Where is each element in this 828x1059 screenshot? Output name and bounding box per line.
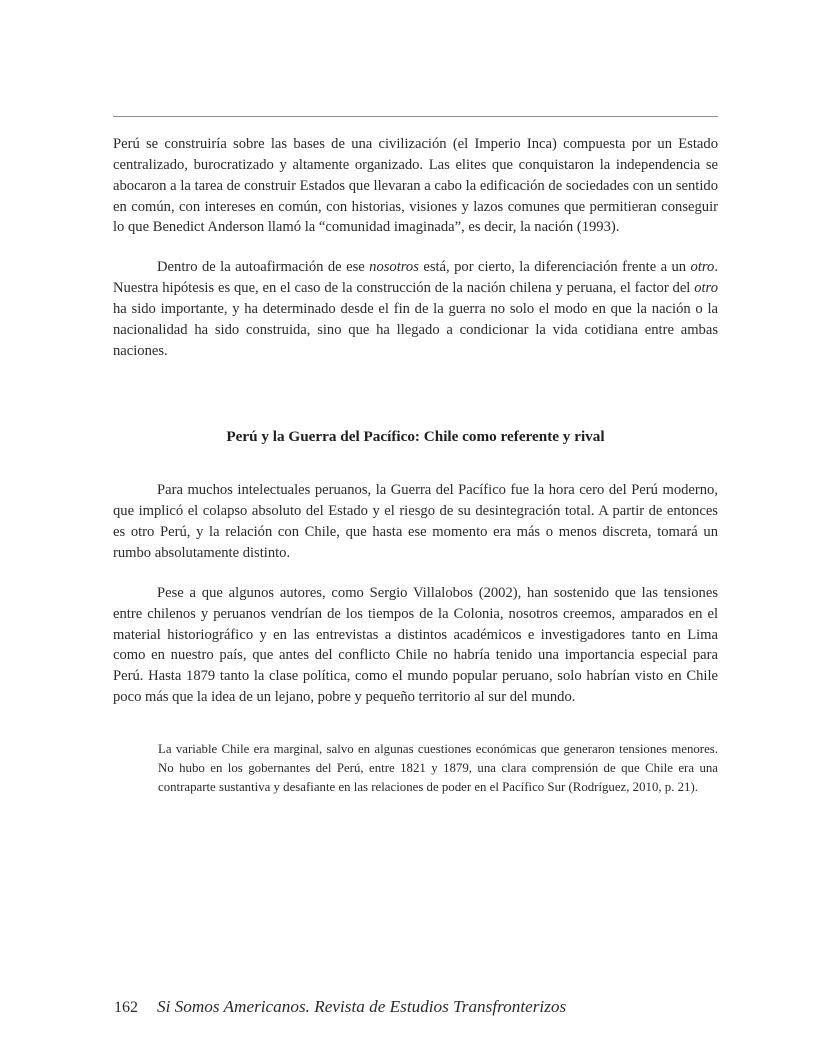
page-number: 162: [114, 999, 138, 1016]
body-paragraph-2: [113, 257, 718, 361]
body-paragraph-1: Perú se construiría sobre las bases de una civilización (el Imperio Inca) compuesta por un Estado centralizado, burocratizado y altamente organizado. Las elites que conquistaron la independencia se abocaron a la tarea de construir Estados que llevaran a cabo la edificación de sociedades con un sentido en común, con intereses en común, con historias, visiones y lazos comunes que permitieran conseguir lo que Benedict Anderson llamó la “comunidad imaginada”, es decir, la nación (1993).: [113, 136, 718, 236]
section-heading-block: [113, 427, 718, 447]
journal-title: Si Somos Americanos. Revista de Estudios Transfronterizos: [157, 997, 567, 1016]
paragraph-2-segment-b: está, por cierto, la diferenciación frente a un: [418, 259, 691, 276]
paragraph-2-emphasis-otro-1: otro: [690, 259, 715, 276]
paragraph-2-segment-d: ha sido importante, y ha determinado desde el fin de la guerra no solo el modo en que la nación o la nacionalidad ha sido construida, sino que ha llegado a condicionar la vida cotidiana entre ambas naciones.: [113, 300, 718, 359]
section-heading: Perú y la Guerra del Pacífico: Chile como referente y rival: [226, 428, 605, 446]
body-paragraph-3: Para muchos intelectuales peruanos, la Guerra del Pacífico fue la hora cero del Perú moderno, que implicó el colapso absoluto del Estado y el riesgo de su desintegración total. A partir de entonces es otro Perú, y la relación con Chile, que hasta ese momento era más o menos discreta, tomará un rumbo absolutamente distinto.: [113, 482, 718, 561]
header-divider-rule: [113, 116, 718, 117]
block-quote-rodriguez: La variable Chile era marginal, salvo en algunas cuestiones económicas que generaron tensiones menores. No hubo en los gobernantes del Perú, entre 1821 y 1879, una clara comprensión de que Chile era una contraparte sustantiva y desafiante en las relaciones de poder en el Pacífico Sur (Rodríguez, 2010, p. 21).: [158, 741, 718, 795]
paragraph-2-segment-a: Dentro de la autoafirmación de ese: [157, 259, 370, 276]
paragraph-2-emphasis-otro-2: otro: [694, 280, 718, 297]
paragraph-2-segment-c: . Nuestra hipótesis es que, en el caso de la construcción de la nación chilena y peruana, el factor del: [113, 259, 718, 297]
paragraph-2-emphasis-nosotros: nosotros: [369, 259, 419, 276]
body-paragraph-4: Pese a que algunos autores, como Sergio Villalobos (2002), han sostenido que las tensiones entre chilenos y peruanos vendrían de los tiempos de la Colonia, nosotros creemos, amparados en el material historiográfico y en las entrevistas a distintos académicos e investigadores tanto en Lima como en nuestro país, que antes del conflicto Chile no habría tenido una importancia especial para Perú. Hasta 1879 tanto la clase política, como el mundo popular peruano, solo habrían visto en Chile poco más que la idea de un lejano, pobre y pequeño territorio al sur del mundo.: [113, 584, 718, 706]
page-footer: [114, 996, 566, 1019]
page-content-column: [113, 134, 718, 797]
